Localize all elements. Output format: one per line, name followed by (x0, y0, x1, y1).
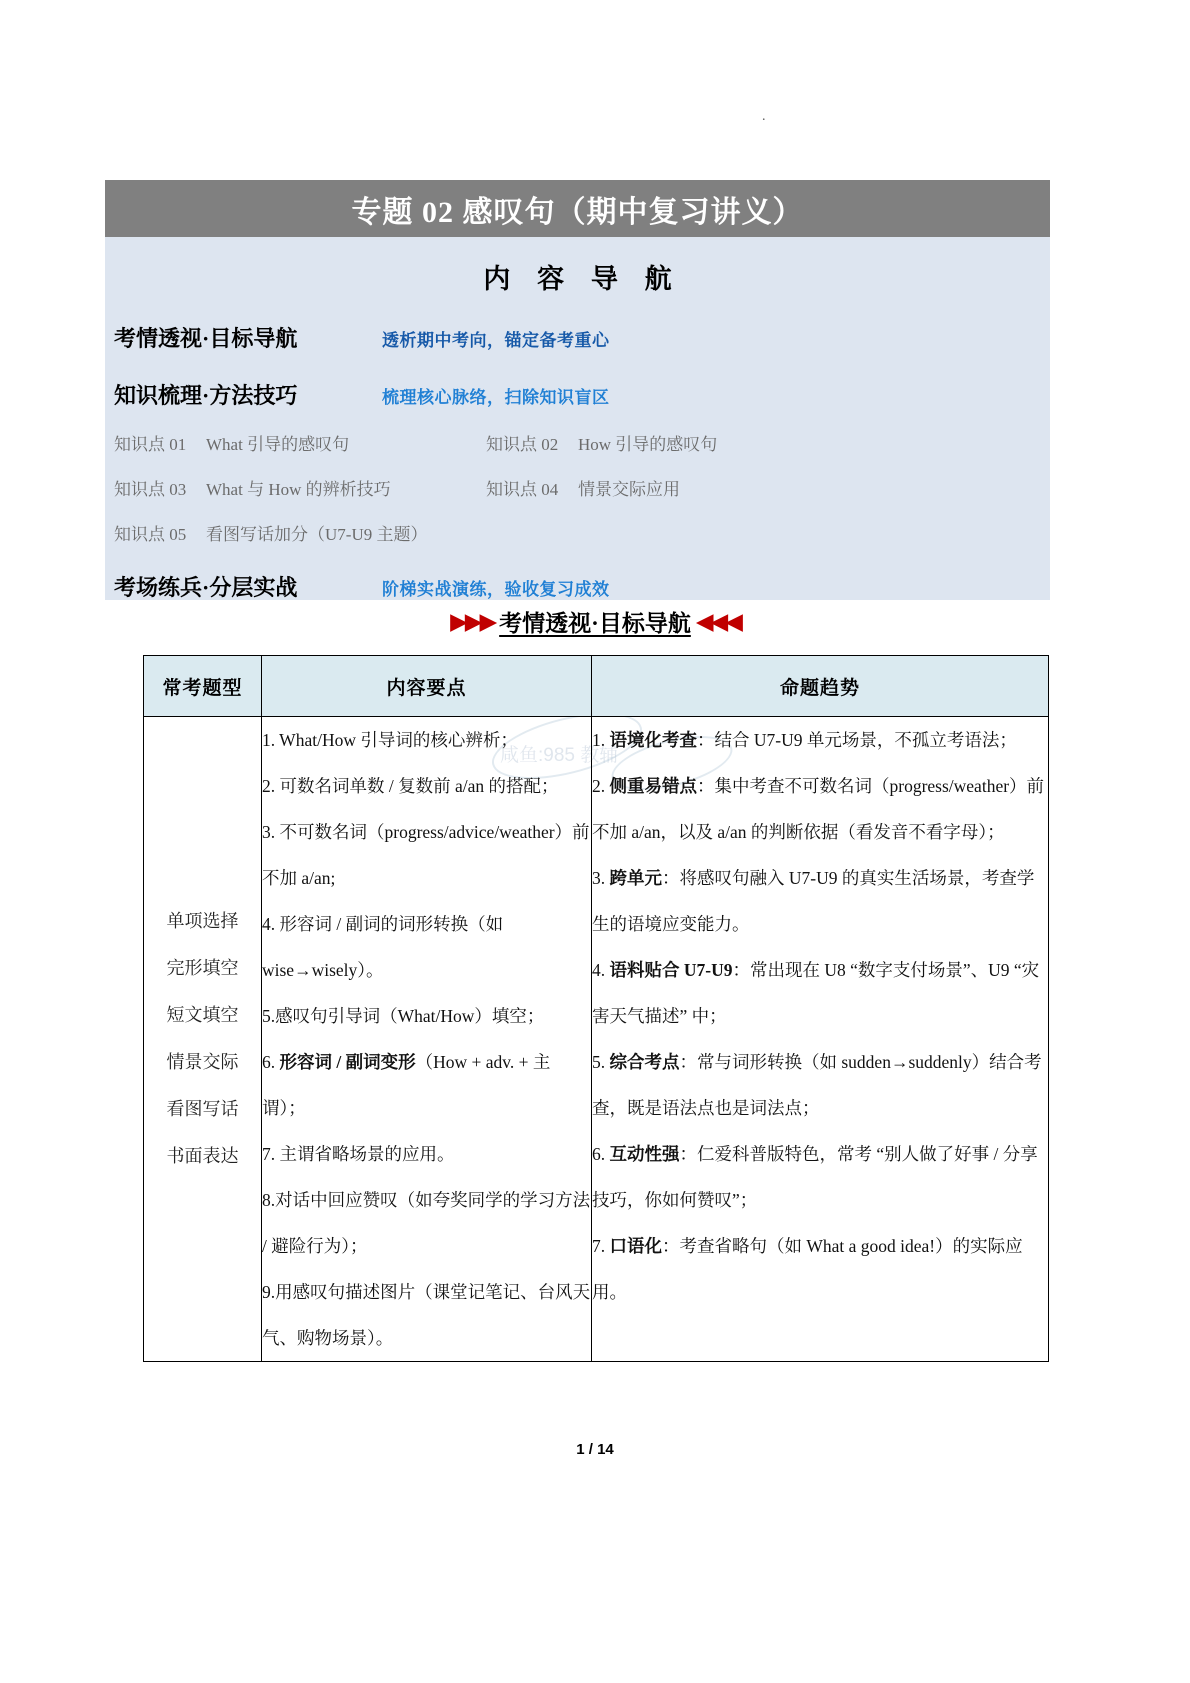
nav-section-label: 考场练兵·分层实战 (114, 575, 298, 600)
knowledge-point-item[interactable] (486, 430, 717, 455)
knowledge-point-label: 看图写话加分（U7-U9 主题） (206, 525, 428, 544)
column-header-content-points: 内容要点 (262, 656, 592, 717)
content-point-item: 1. What/How 引导词的核心辨析； (262, 730, 518, 750)
page-number: 1 / 14 (576, 1441, 614, 1458)
nav-section-label: 考情透视·目标导航 (114, 326, 298, 351)
content-navigation-panel (105, 237, 1050, 600)
nav-section-exam-insight[interactable] (105, 322, 1050, 353)
trend-item: 6. 互动性强：仁爱科普版特色，常考 “别人做了好事 / 分享技巧，你如何赞叹”； (592, 1144, 1038, 1210)
column-header-trends: 命题趋势 (592, 656, 1049, 717)
trend-item: 1. 语境化考查：结合 U7-U9 单元场景，不孤立考语法； (592, 730, 1017, 750)
content-point-item: 2. 可数名词单数 / 复数前 a/an 的搭配； (262, 776, 559, 796)
cell-trends (592, 717, 1049, 1362)
knowledge-point-row (105, 475, 1050, 500)
trend-item: 5. 综合考点：常与词形转换（如 sudden→suddenly）结合考查，既是语法点也是词法点； (592, 1052, 1042, 1118)
trend-item: 3. 跨单元：将感叹句融入 U7-U9 的真实生活场景，考查学生的语境应变能力。 (592, 868, 1035, 934)
content-point-item: 3. 不可数名词（progress/advice/weather）前不加 a/an; (262, 822, 590, 888)
knowledge-point-number: 知识点 05 (114, 525, 187, 544)
content-point-item: 8.对话中回应赞叹（如夸奖同学的学习方法 / 避险行为）； (262, 1190, 591, 1256)
column-header-question-type: 常考题型 (144, 656, 262, 717)
document-title: 专题 02 感叹句（期中复习讲义） (351, 195, 804, 229)
nav-section-label: 知识梳理·方法技巧 (114, 383, 298, 408)
watermark-text: 咸鱼:985 教辅 (500, 745, 619, 766)
table-header-row (144, 656, 1049, 717)
nav-heading: 内 容 导 航 (483, 264, 682, 294)
cell-content-points (262, 717, 592, 1362)
triple-right-arrow-icon: ▶▶▶ (450, 609, 495, 634)
knowledge-point-label: 情景交际应用 (578, 480, 680, 499)
nav-section-subtitle: 阶梯实战演练，验收复习成效 (382, 580, 610, 599)
knowledge-point-item[interactable] (114, 475, 486, 500)
nav-section-practice[interactable] (105, 571, 1050, 602)
cell-question-types (144, 717, 262, 1362)
content-point-item: 5.感叹句引导词（What/How）填空； (262, 1006, 545, 1026)
top-dot-mark: . (762, 109, 766, 124)
section-heading (0, 605, 1190, 638)
question-type-item: 情景交际 (166, 1052, 239, 1072)
knowledge-point-label: What 引导的感叹句 (206, 435, 350, 454)
table-row (144, 717, 1049, 1362)
exam-overview-table (143, 655, 1049, 1362)
content-point-item: 4. 形容词 / 副词的词形转换（如 wise→wisely）。 (262, 914, 504, 980)
knowledge-point-number: 知识点 01 (114, 435, 187, 454)
question-type-item: 看图写话 (166, 1099, 239, 1119)
trend-item: 4. 语料贴合 U7-U9：常出现在 U8 “数字支付场景”、U9 “灾害天气描述” 中； (592, 960, 1040, 1026)
triple-left-arrow-icon: ◀◀◀ (695, 609, 740, 634)
knowledge-point-label: What 与 How 的辨析技巧 (206, 480, 391, 499)
knowledge-point-item[interactable] (486, 475, 680, 500)
question-type-item: 短文填空 (166, 1005, 239, 1025)
knowledge-point-number: 知识点 02 (486, 435, 559, 454)
knowledge-point-number: 知识点 04 (486, 480, 559, 499)
question-type-item: 单项选择 (166, 911, 239, 931)
document-title-banner (105, 180, 1050, 237)
knowledge-point-number: 知识点 03 (114, 480, 187, 499)
content-point-item: 6. 形容词 / 副词变形（How + adv. + 主谓）； (262, 1052, 551, 1118)
section-heading-title: 考情透视·目标导航 (499, 611, 691, 636)
knowledge-point-row (105, 520, 1050, 545)
trend-item: 7. 口语化：考查省略句（如 What a good idea!）的实际应用。 (592, 1236, 1023, 1302)
nav-section-knowledge-review[interactable] (105, 379, 1050, 410)
question-type-item: 书面表达 (166, 1146, 239, 1166)
knowledge-point-row (105, 430, 1050, 455)
question-type-item: 完形填空 (166, 958, 239, 978)
nav-section-subtitle: 透析期中考向，锚定备考重心 (382, 331, 610, 350)
content-point-item: 9.用感叹句描述图片（课堂记笔记、台风天气、购物场景）。 (262, 1282, 591, 1348)
content-point-item: 7. 主谓省略场景的应用。 (262, 1144, 455, 1164)
nav-section-subtitle: 梳理核心脉络，扫除知识盲区 (382, 388, 610, 407)
knowledge-point-item[interactable] (114, 520, 486, 545)
trend-item: 2. 侧重易错点：集中考查不可数名词（progress/weather）前不加 a/an，以及 a/an 的判断依据（看发音不看字母）； (592, 776, 1045, 842)
knowledge-point-label: How 引导的感叹句 (578, 435, 718, 454)
knowledge-point-item[interactable] (114, 430, 486, 455)
